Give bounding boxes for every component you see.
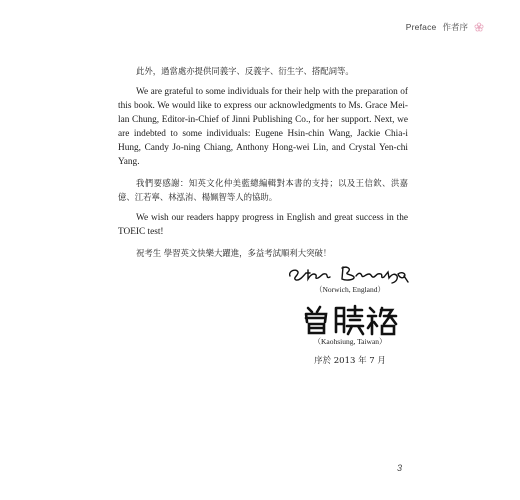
paragraph-en-1: We are grateful to some individuals for their help with the preparation of this book. We would like to express our acknowledgments to Ms. Grace Mei-lan Chung, Editor-in-Chief of Jinni Publishing Co., for her support. Next, we are indebted to some individuals: Eugene Hsin-chin Wang, Jackie Chia-i Hung, Candy Jo-ning Chiang, Anthony Hong-wei Lin, and Crystal Yen-chi Yang. — [118, 87, 408, 167]
running-header — [406, 21, 484, 33]
signature-image-1 — [286, 262, 414, 284]
page-number: 3 — [396, 463, 402, 473]
paragraph-zh-1: 此外，過當處亦提供同義字、反義字、衍生字、搭配詞等。 — [136, 66, 354, 76]
paragraph-zh-2: 我們要感謝：知英文化仲美藍總編輯對本書的支持；以及王信欽、洪嘉億、江若寧、林泓洧、楊姵智等人的協助。 — [118, 178, 408, 202]
signature-image-2 — [300, 302, 400, 336]
location-caption-2: （Kaohsiung, Taiwan） — [313, 337, 387, 346]
header-label-en: Preface — [405, 22, 437, 32]
preface-body — [118, 64, 408, 267]
signature-block-1 — [270, 262, 430, 295]
header-label-zh: 作者序 — [442, 23, 468, 33]
flower-icon — [474, 22, 484, 32]
signature-block-2 — [270, 302, 430, 347]
paragraph-en-2: We wish our readers happy progress in English and great success in the TOEIC test! — [118, 213, 408, 237]
paragraph-zh-3: 祝考生 學習英文快樂大躍進，多益考試順利大突破！ — [136, 248, 332, 258]
location-caption-1: （Norwich, England） — [315, 285, 385, 294]
preface-date: 序於 2013 年 7 月 — [314, 356, 386, 366]
